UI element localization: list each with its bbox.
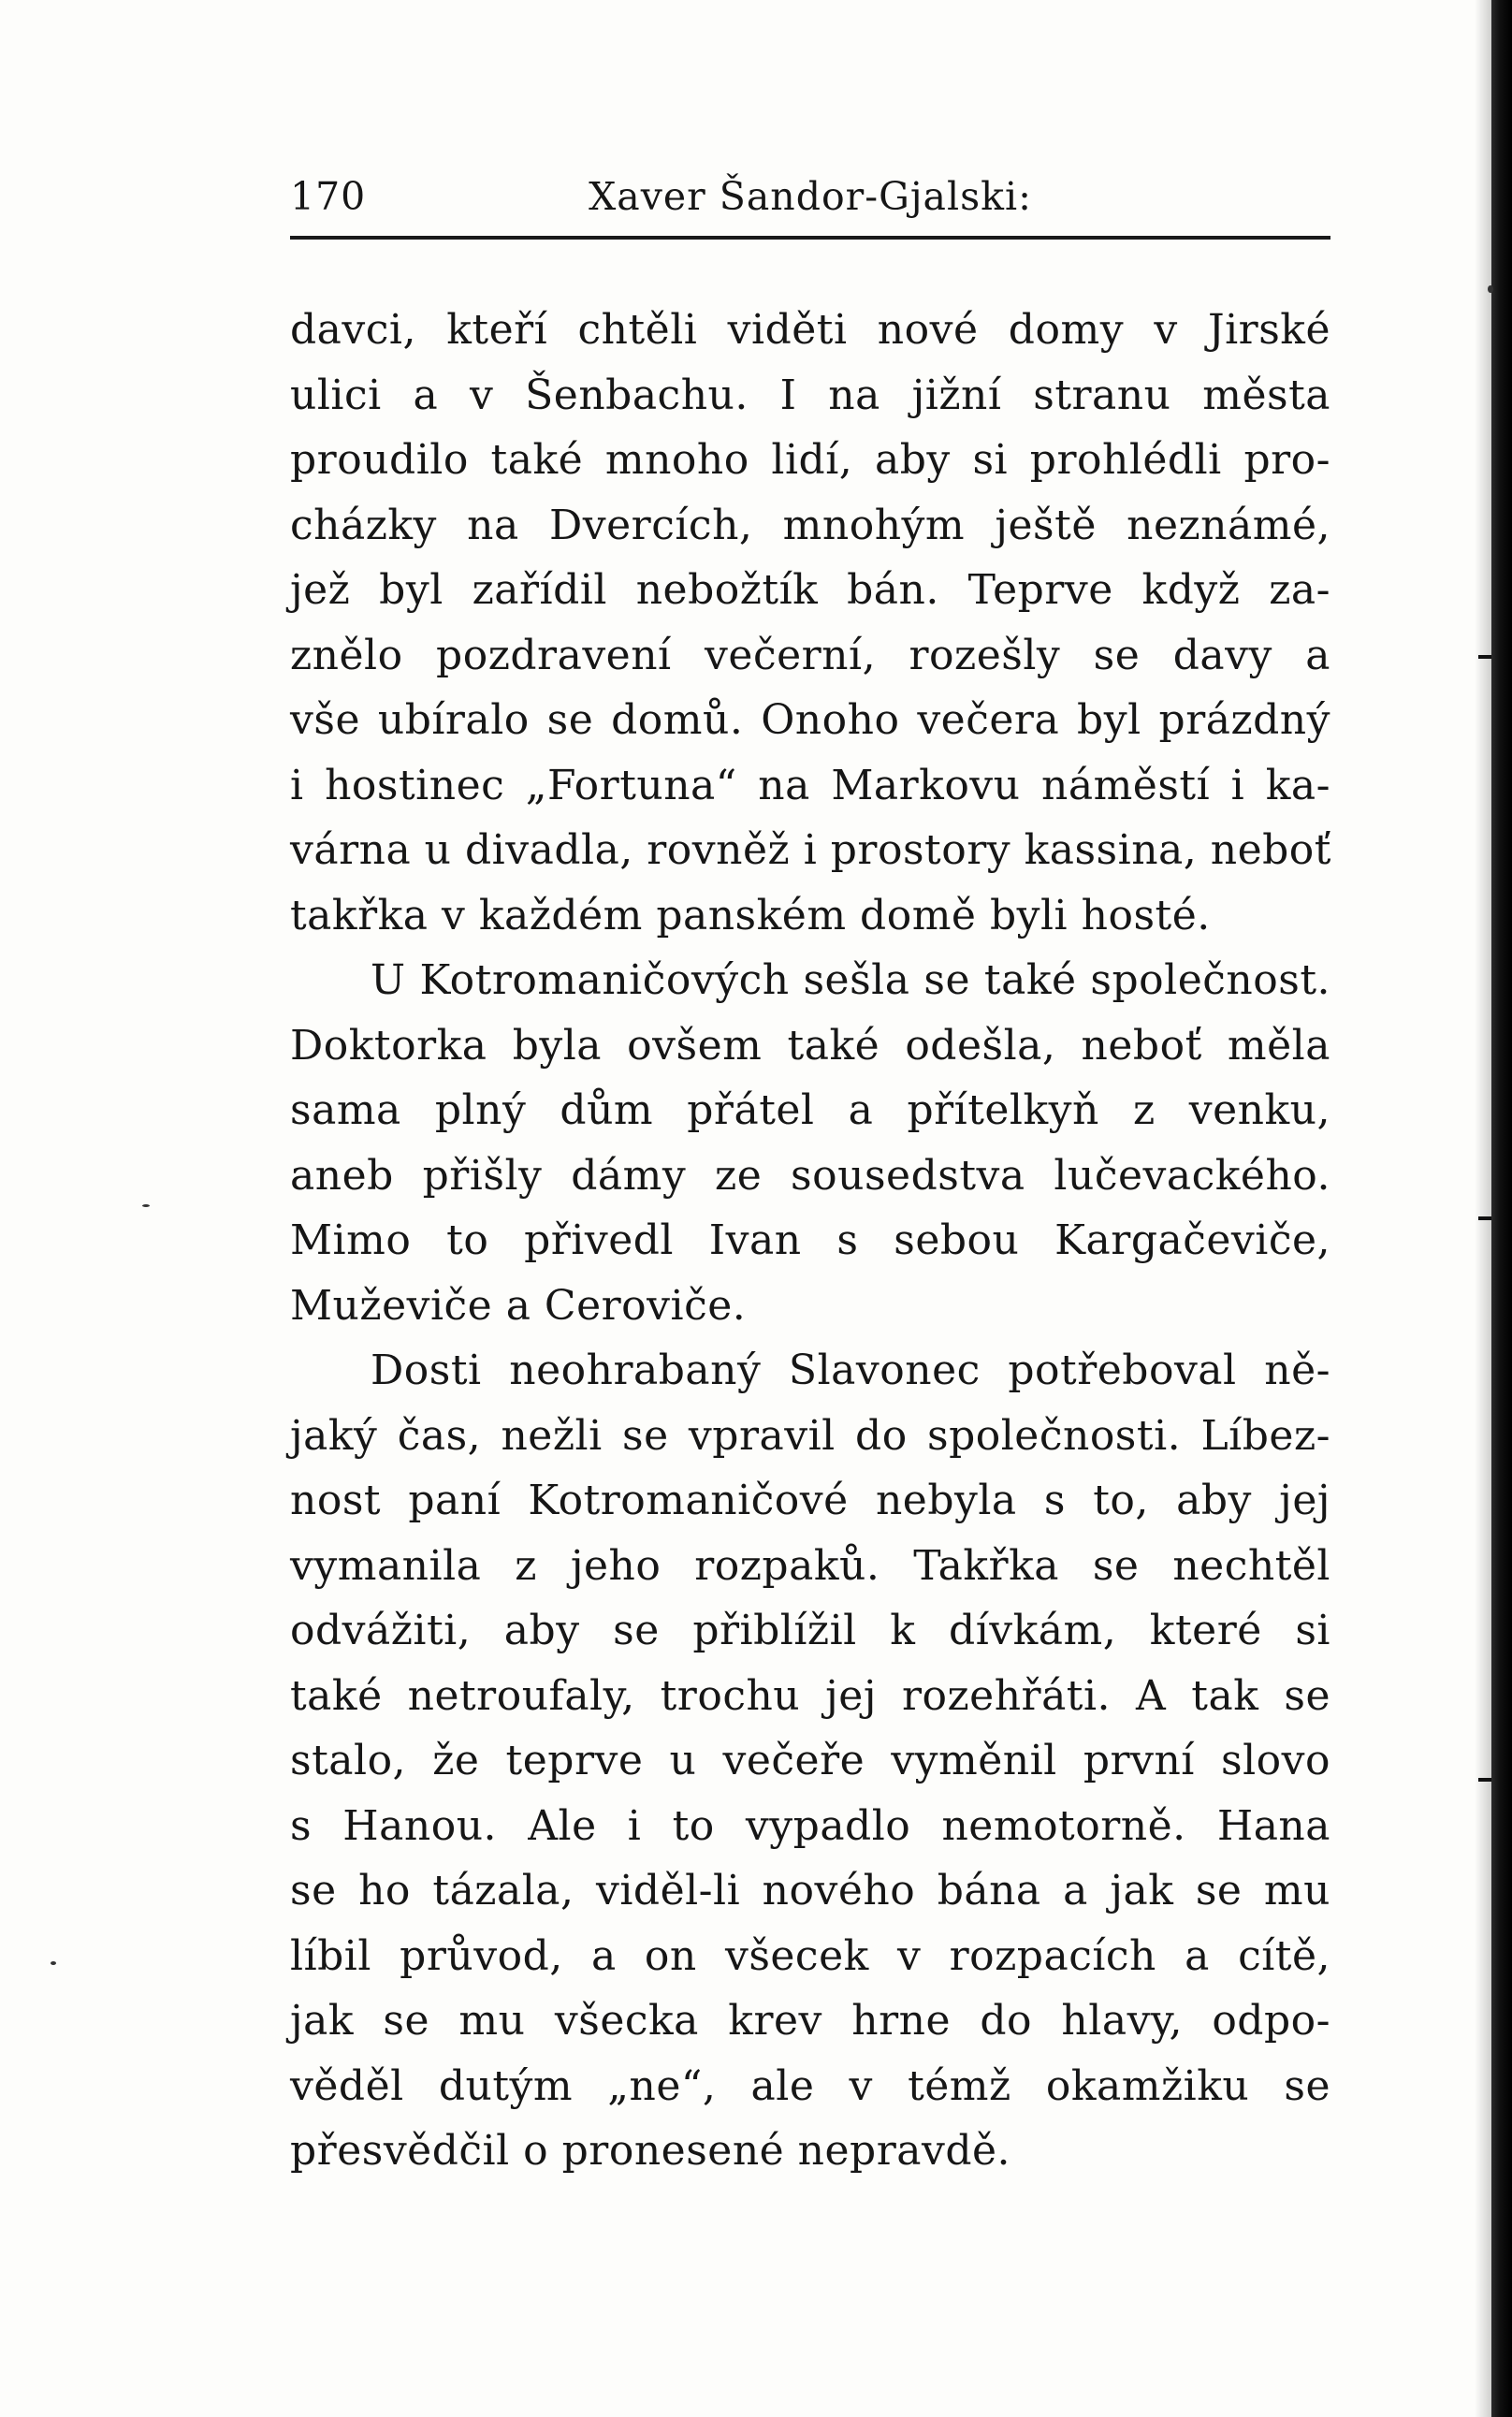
scan-speck	[51, 1961, 56, 1965]
text-line: odvážiti, aby se přiblížil k dívkám, které si	[290, 1607, 1330, 1654]
page-number: 170	[290, 174, 367, 219]
text-line: jež byl zařídil nebožtík bán. Teprve když za-	[290, 566, 1330, 614]
scan-speck	[142, 1204, 150, 1207]
text-line: Muževiče a Ceroviče.	[290, 1281, 747, 1330]
text-line: várna u divadla, rovněž i prostory kassina, neboť	[290, 826, 1331, 874]
text-line: vymanila z jeho rozpaků. Takřka se nechtěl	[290, 1541, 1330, 1590]
paragraph	[290, 1338, 1330, 2184]
text-line: vše ubíralo se domů. Onoho večera byl prázdný	[290, 696, 1330, 744]
text-line: i hostinec „Fortuna“ na Markovu náměstí i ka-	[290, 761, 1330, 809]
text-line: takřka v každém panském domě byli hosté.	[290, 891, 1211, 939]
text-line: jaký čas, nežli se vpravil do společnosti. Líbez-	[290, 1411, 1330, 1460]
text-line: Dosti neohrabaný Slavonec potřeboval ně-	[371, 1347, 1330, 1394]
body-text	[290, 298, 1330, 2184]
text-line: Mimo to přivedl Ivan s sebou Kargačeviče,	[290, 1216, 1330, 1264]
text-line: sama plný dům přátel a přítelkyň z venku,	[290, 1086, 1330, 1134]
paragraph	[290, 948, 1330, 1338]
running-title: Xaver Šandor-Gjalski:	[589, 174, 1032, 219]
edge-mark	[1478, 1778, 1491, 1782]
text-line: nost paní Kotromaničové nebyla s to, aby jej	[290, 1477, 1330, 1524]
edge-mark	[1478, 1216, 1491, 1220]
text-line: přesvědčil o pronesené nepravdě.	[290, 2127, 1011, 2175]
text-line: aneb přišly dámy ze sousedstva lučevackého.	[290, 1151, 1330, 1200]
paragraph	[290, 298, 1330, 948]
text-line: Doktorka byla ovšem také odešla, neboť měla	[290, 1021, 1330, 1070]
text-line: s Hanou. Ale i to vypadlo nemotorně. Hana	[290, 1801, 1330, 1850]
text-line: proudilo také mnoho lidí, aby si prohlédli pro-	[290, 436, 1330, 484]
scan-speck	[1488, 285, 1493, 293]
text-line: davci, kteří chtěli viděti nové domy v Jirské	[290, 306, 1330, 354]
text-line: U Kotromaničových sešla se také společnost.	[371, 956, 1330, 1004]
text-line: stalo, že teprve u večeře vyměnil první slovo	[290, 1737, 1330, 1784]
text-line: ulici a v Šenbachu. I na jižní stranu města	[290, 371, 1330, 419]
page-header	[290, 174, 1330, 226]
header-rule	[290, 236, 1330, 240]
binding-shadow	[1475, 0, 1491, 2417]
edge-mark	[1478, 655, 1491, 659]
text-line: cházky na Dvercích, mnohým ještě neznámé,	[290, 501, 1330, 549]
text-line: se ho tázala, viděl-li nového bána a jak se mu	[290, 1867, 1330, 1915]
text-line: věděl dutým „ne“, ale v témž okamžiku se	[290, 2061, 1330, 2110]
text-line: také netroufaly, trochu jej rozehřáti. A tak se	[290, 1671, 1330, 1720]
text-line: znělo pozdravení večerní, rozešly se davy a	[290, 631, 1330, 679]
text-line: líbil průvod, a on všecek v rozpacích a cítě,	[290, 1931, 1330, 1980]
page-edge	[1491, 0, 1512, 2417]
text-line: jak se mu všecka krev hrne do hlavy, odpo-	[290, 1997, 1330, 2045]
